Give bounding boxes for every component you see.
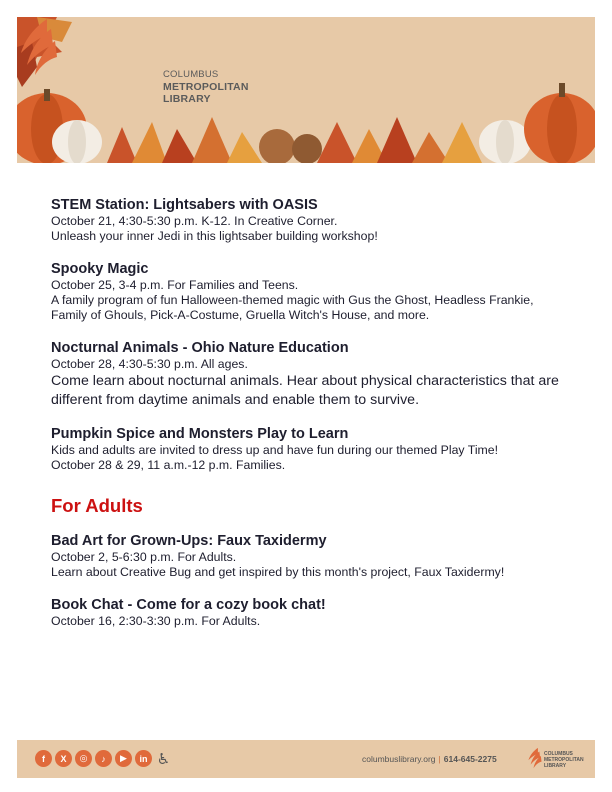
- event-when: October 2, 5-6:30 p.m. For Adults.: [51, 550, 237, 564]
- footer-logo-line3: LIBRARY: [544, 763, 567, 769]
- logo-line2: METROPOLITAN: [163, 81, 249, 93]
- event-item: [51, 533, 571, 580]
- social-links: [35, 750, 172, 767]
- event-when: October 25, 3-4 p.m. For Families and Teens.: [51, 278, 299, 292]
- event-desc: Unleash your inner Jedi in this lightsaber building workshop!: [51, 229, 378, 243]
- tiktok-icon[interactable]: ♪: [95, 750, 112, 767]
- logo-line1: COLUMBUS: [163, 69, 219, 80]
- event-item: [51, 340, 571, 409]
- library-logo-text: [163, 69, 249, 105]
- section-heading-adults: For Adults: [51, 495, 143, 516]
- youtube-icon[interactable]: ▶: [115, 750, 132, 767]
- event-desc: Kids and adults are invited to dress up and have fun during our themed Play Time!: [51, 443, 499, 457]
- footer-logo-line2: METROPOLITAN: [544, 757, 584, 763]
- event-title: Nocturnal Animals - Ohio Nature Education: [51, 340, 349, 356]
- footer-logo-line1: COLUMBUS: [544, 751, 573, 757]
- footer-logo-icon: [527, 746, 543, 770]
- accessibility-icon: ♿: [156, 750, 171, 768]
- event-when: October 16, 2:30-3:30 p.m. For Adults.: [51, 614, 261, 628]
- footer-logo-text: [544, 751, 584, 769]
- event-title: Bad Art for Grown-Ups: Faux Taxidermy: [51, 533, 327, 549]
- event-title: Spooky Magic: [51, 261, 149, 277]
- autumn-decoration: [17, 17, 595, 163]
- instagram-icon[interactable]: ◎: [75, 750, 92, 767]
- event-title: Book Chat - Come for a cozy book chat!: [51, 597, 326, 613]
- header-banner: [17, 17, 595, 163]
- event-when: October 21, 4:30-5:30 p.m. K-12. In Creative Corner.: [51, 214, 338, 228]
- x-icon[interactable]: X: [55, 750, 72, 767]
- event-item: [51, 426, 571, 473]
- footer-contact: columbuslibrary.org | 614-645-2275: [362, 754, 497, 764]
- linkedin-icon[interactable]: in: [135, 750, 152, 767]
- phone-number: 614-645-2275: [443, 754, 497, 764]
- event-desc: Learn about Creative Bug and get inspired by this month's project, Faux Taxidermy!: [51, 565, 505, 579]
- event-item: [51, 261, 571, 323]
- facebook-icon[interactable]: f: [35, 750, 52, 767]
- footer-bar: [17, 740, 595, 778]
- event-when: October 28 & 29, 11 a.m.-12 p.m. Families.: [51, 458, 286, 472]
- event-desc: Come learn about nocturnal animals. Hear about physical characteristics that are different from daytime animals and enable them to survive.: [51, 373, 559, 408]
- library-logo-icon: [17, 17, 61, 77]
- event-list: [51, 197, 571, 646]
- event-item: [51, 197, 571, 244]
- website-link[interactable]: columbuslibrary.org: [362, 754, 436, 764]
- event-title: STEM Station: Lightsabers with OASIS: [51, 197, 318, 213]
- logo-line3: LIBRARY: [163, 93, 211, 105]
- event-title: Pumpkin Spice and Monsters Play to Learn: [51, 426, 349, 442]
- event-when: October 28, 4:30-5:30 p.m. All ages.: [51, 357, 248, 371]
- event-item: [51, 597, 571, 629]
- event-desc: A family program of fun Halloween-themed magic with Gus the Ghost, Headless Frankie, Family of Ghouls, Pick-A-Costume, Gruella Witch's House, and more.: [51, 293, 534, 322]
